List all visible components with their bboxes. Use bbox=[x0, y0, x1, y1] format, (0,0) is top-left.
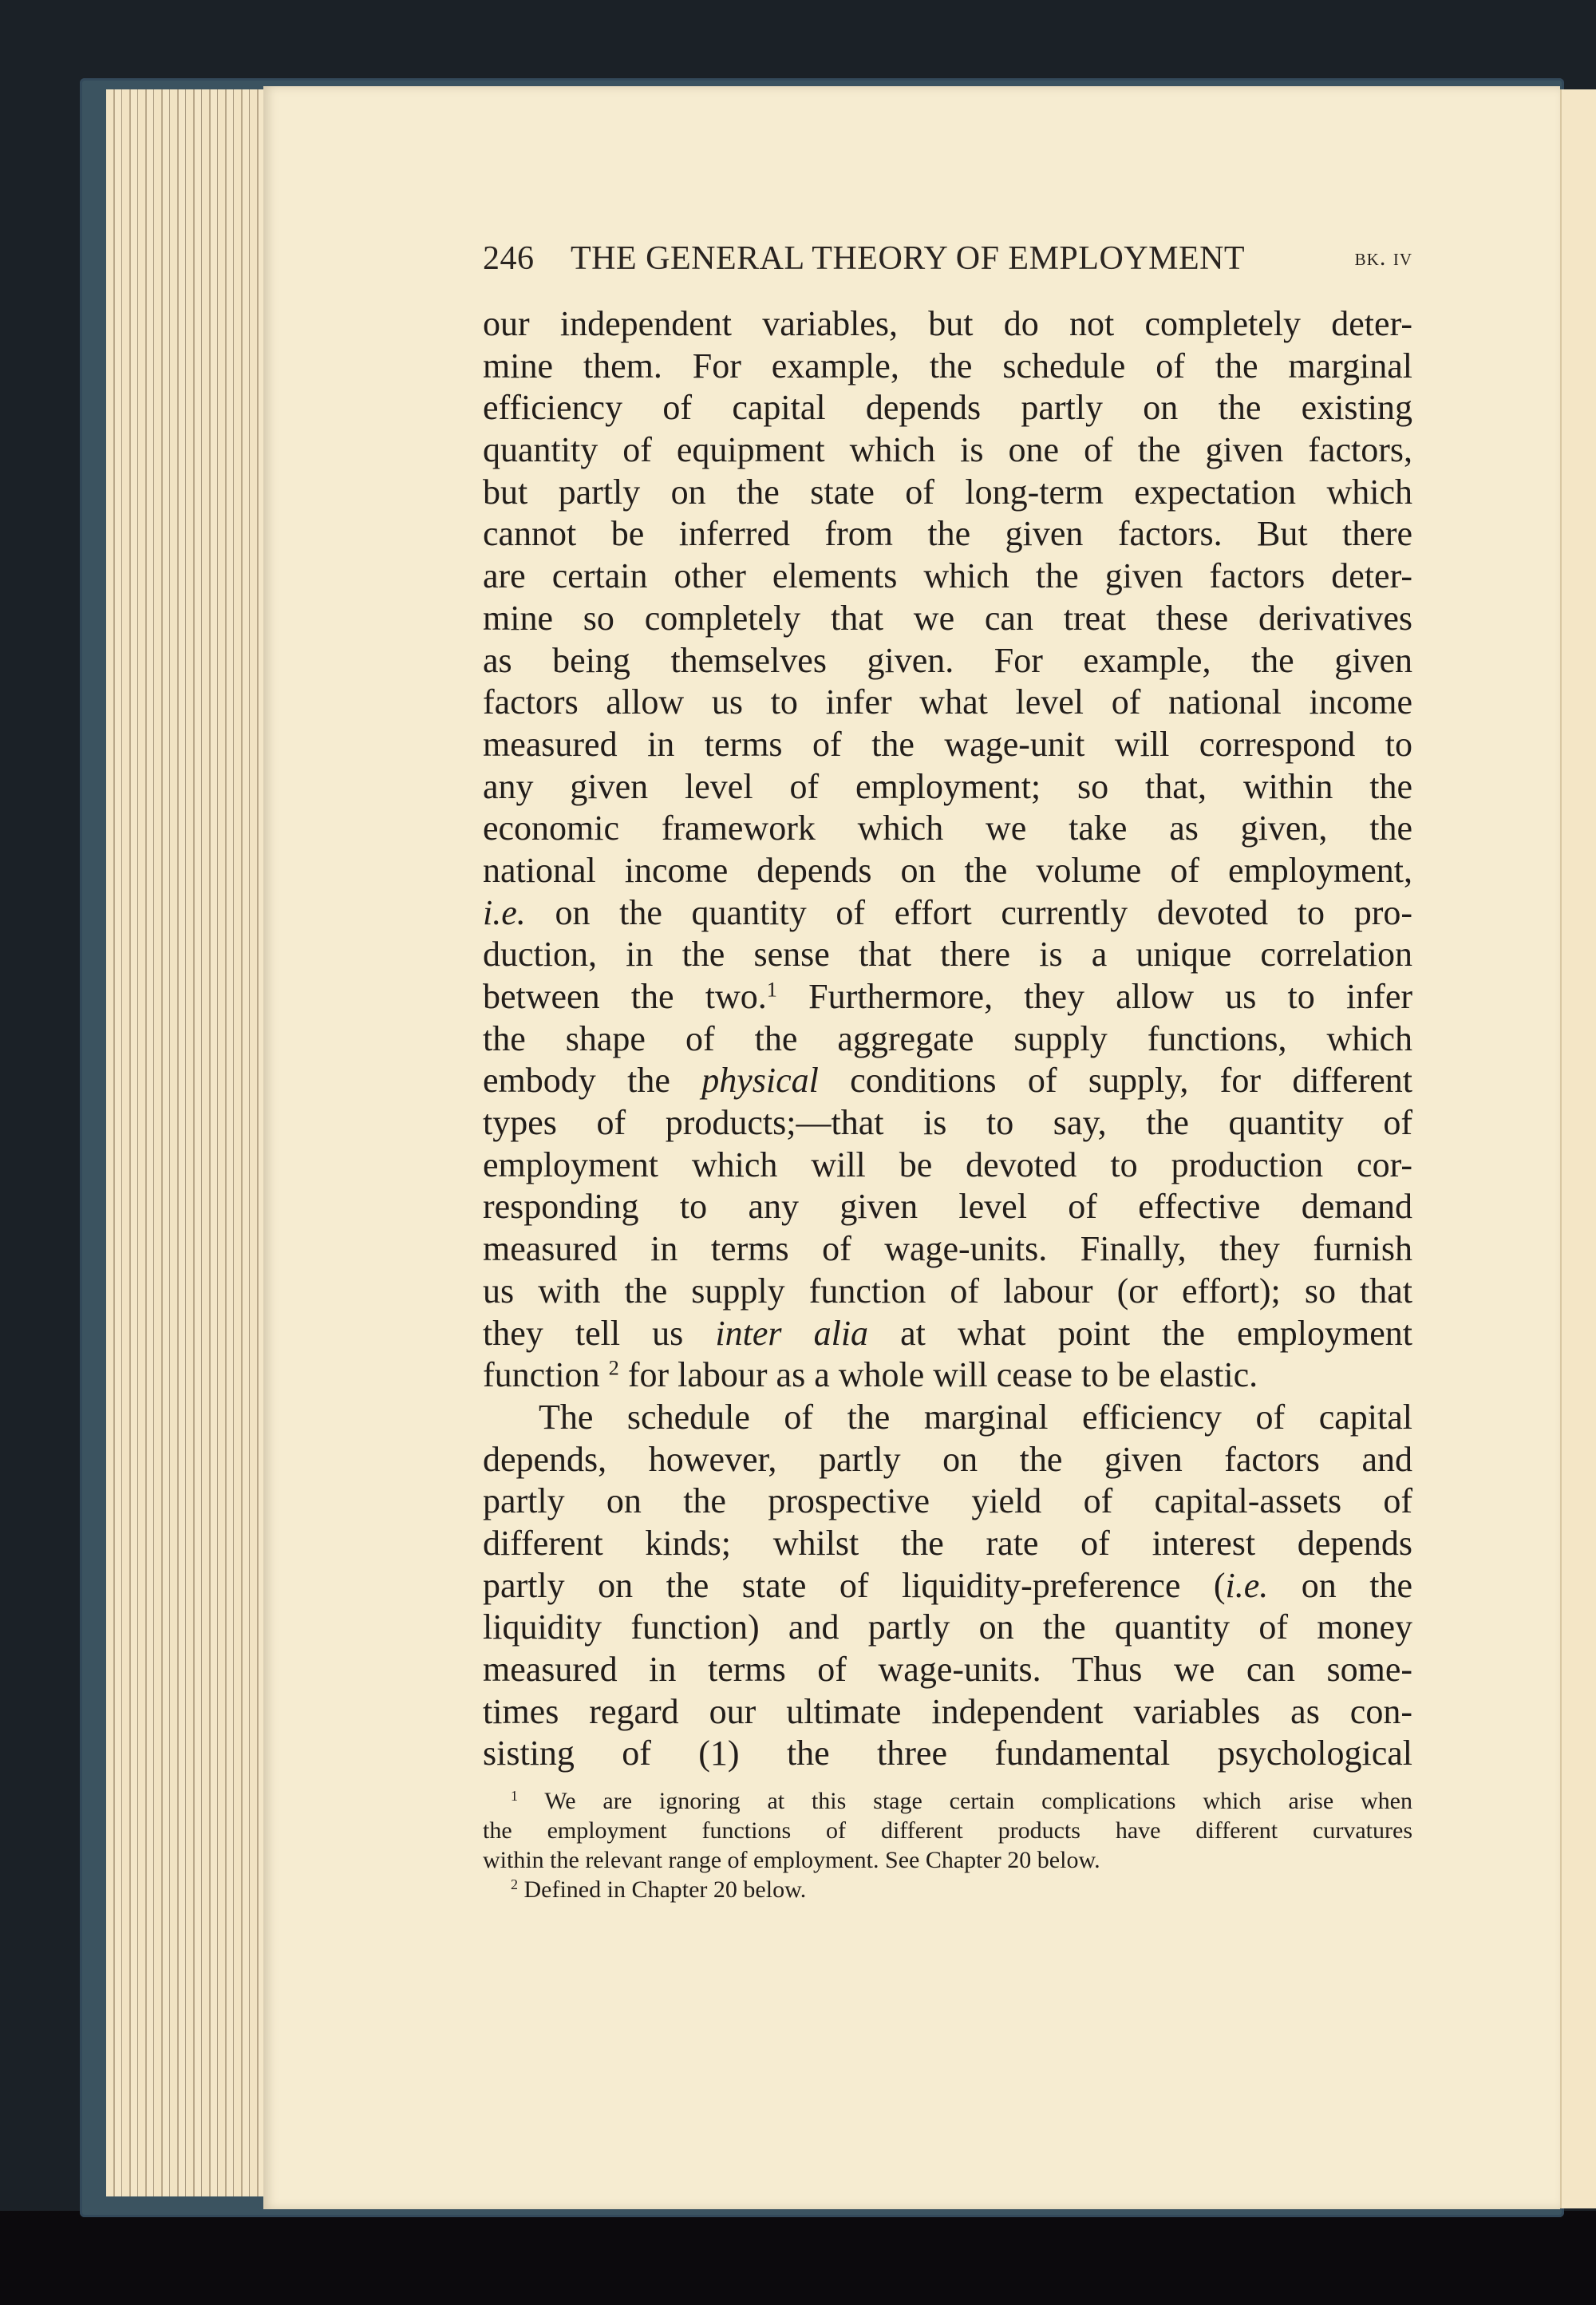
text-line: our independent variables, but do not completely deter- bbox=[483, 304, 1412, 343]
text-line: factors allow us to infer what level of national income bbox=[483, 682, 1412, 722]
footnote-1-line: the employment functions of different products have different curvatures bbox=[483, 1817, 1412, 1844]
footnote-marker-2: 2 bbox=[511, 1876, 518, 1893]
text-line: national income depends on the volume of employment, bbox=[483, 850, 1412, 890]
text-line: us with the supply function of labour (or effort); so that bbox=[483, 1271, 1412, 1311]
text-line: as being themselves given. For example, the given bbox=[483, 640, 1412, 680]
text-line: the shape of the aggregate supply functions, which bbox=[483, 1018, 1412, 1058]
footnote-1-line: within the relevant range of employment. See Chapter 20 below. bbox=[483, 1847, 1100, 1873]
text-line: cannot be inferred from the given factors. But there bbox=[483, 514, 1412, 554]
book-reference: bk. iv bbox=[1354, 244, 1412, 271]
text-line: are certain other elements which the given factors deter- bbox=[483, 556, 1412, 596]
text-line: sisting of (1) the three fundamental psychological bbox=[483, 1734, 1412, 1773]
text-line: depends, however, partly on the given factors and bbox=[483, 1439, 1412, 1479]
running-header bbox=[483, 239, 1412, 287]
text-line: types of products;—that is to say, the quantity of bbox=[483, 1103, 1412, 1143]
text-line: times regard our ultimate independent variables as con- bbox=[483, 1691, 1412, 1731]
italic-ie: i.e. bbox=[1225, 1565, 1269, 1605]
text-line: economic framework which we take as given, the bbox=[483, 809, 1412, 848]
page-number: 246 bbox=[483, 240, 535, 277]
text-line: i.e. on the quantity of effort currently devoted to pro- bbox=[483, 892, 1412, 932]
text-line: measured in terms of wage-units. Finally, they furnish bbox=[483, 1229, 1412, 1269]
text-line: efficiency of capital depends partly on the existing bbox=[483, 388, 1412, 428]
text-line: mine them. For example, the schedule of the marginal bbox=[483, 346, 1412, 385]
text-line: partly on the prospective yield of capital-assets of bbox=[483, 1481, 1412, 1521]
footnote-2-line: $^2$ Defined in Chapter 20 below. bbox=[511, 1876, 807, 1903]
text-line: measured in terms of the wage-unit will correspond to bbox=[483, 724, 1412, 764]
text-line: any given level of employment; so that, within the bbox=[483, 766, 1412, 806]
italic-inter-alia: inter alia bbox=[715, 1313, 869, 1353]
footnote-marker-1: 1 bbox=[511, 1788, 518, 1805]
page-edges-stack bbox=[106, 89, 270, 2196]
running-title: THE GENERAL THEORY OF EMPLOYMENT bbox=[571, 240, 1246, 277]
text-line: different kinds; whilst the rate of interest depends bbox=[483, 1523, 1412, 1563]
footnotes bbox=[483, 1786, 1412, 1904]
footnote-ref-1[interactable]: 1 bbox=[766, 977, 777, 1002]
text-line: measured in terms of wage-units. Thus we can some- bbox=[483, 1650, 1412, 1689]
text-line: employment which will be devoted to production cor- bbox=[483, 1145, 1412, 1184]
text-line: duction, in the sense that there is a unique correlation bbox=[483, 935, 1412, 975]
text-line: function $^2$ for labour as a whole will cease to be elastic. bbox=[483, 1355, 1258, 1395]
text-line: mine so completely that we can treat these derivatives bbox=[483, 598, 1412, 638]
text-line: liquidity function) and partly on the quantity of money bbox=[483, 1607, 1412, 1647]
paragraph-start-line: The schedule of the marginal efficiency of capital bbox=[539, 1397, 1412, 1437]
text-line: they tell us inter alia at what point the employment bbox=[483, 1313, 1412, 1353]
table-surface bbox=[0, 2211, 1596, 2305]
facing-page-edge bbox=[1560, 89, 1596, 2208]
text-line: quantity of equipment which is one of the given factors, bbox=[483, 430, 1412, 470]
text-line: embody the physical conditions of supply, for different bbox=[483, 1061, 1412, 1101]
text-line: but partly on the state of long-term expectation which bbox=[483, 472, 1412, 512]
italic-ie: i.e. bbox=[483, 892, 526, 932]
footnote-1-line: $^1$ We are ignoring at this stage certain complications which arise when bbox=[511, 1788, 1412, 1814]
body-text bbox=[483, 303, 1412, 1775]
text-line: responding to any given level of effective demand bbox=[483, 1187, 1412, 1227]
footnote-ref-2[interactable]: 2 bbox=[608, 1355, 619, 1380]
text-line: between the two.$^1$ Furthermore, they allow us to infer bbox=[483, 977, 1412, 1016]
italic-physical: physical bbox=[701, 1061, 819, 1101]
text-line: partly on the state of liquidity-preference (i.e. on the bbox=[483, 1565, 1412, 1605]
